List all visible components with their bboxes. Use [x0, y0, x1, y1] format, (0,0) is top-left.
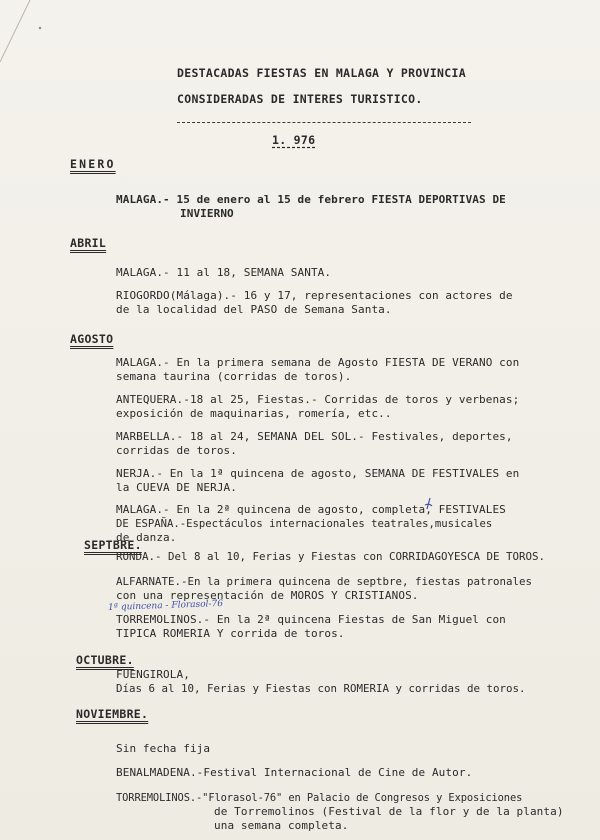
agosto-entry-antequera-line-1: ANTEQUERA.-18 al 25, Fiestas.- Corridas de toros y verbenas;	[116, 393, 520, 406]
agosto-entry-antequera-line-2: exposición de maquinarias, romería, etc..	[116, 407, 392, 420]
septbre-entry-alfarnate-line-2: con una representación de MOROS Y CRISTIANOS.	[116, 589, 419, 602]
month-heading-septbre: SEPTBRE.	[84, 538, 142, 552]
agosto-entry-malaga-line-1: MALAGA.- En la primera semana de Agosto FIESTA DE VERANO con	[116, 356, 520, 369]
noviembre-entry-torremolinos-line-1: TORREMOLINOS.-"Florasol-76" en Palacio de Congresos y Exposiciones	[116, 792, 523, 804]
handwritten-note-florasol: 1ª quincena - Florasol-76	[107, 598, 224, 614]
abril-entry-malaga: MALAGA.- 11 al 18, SEMANA SANTA.	[116, 266, 332, 279]
septbre-entry-torremolinos-line-2: TIPICA ROMERIA Y corrida de toros.	[116, 627, 345, 640]
agosto-entry-malaga-festivales-line-1: MALAGA.- En la 2ª quincena de agosto, completa, FESTIVALES	[116, 503, 506, 516]
abril-entry-riogordo-line-2: de la localidad del PASO de Semana Santa.	[116, 303, 392, 316]
agosto-entry-nerja-line-2: la CUEVA DE NERJA.	[116, 481, 238, 494]
agosto-entry-malaga-festivales-line-3: de danza.	[116, 531, 177, 544]
noviembre-entry-benalmadena: BENALMADENA.-Festival Internacional de Cine de Autor.	[116, 766, 473, 779]
agosto-entry-marbella-line-1: MARBELLA.- 18 al 24, SEMANA DEL SOL.- Festivales, deportes,	[116, 430, 513, 443]
pen-correction-mark	[422, 497, 436, 517]
page-corner-crease	[0, 0, 90, 90]
month-heading-enero: ENERO	[70, 157, 116, 171]
month-heading-noviembre: NOVIEMBRE.	[76, 707, 149, 721]
month-heading-agosto: AGOSTO	[70, 332, 114, 346]
agosto-entry-malaga-festivales-line-2: DE ESPAÑA.-Espectáculos internacionales teatrales,musicales	[116, 518, 493, 530]
enero-entry-malaga-line-1: MALAGA.- 15 de enero al 15 de febrero FIESTA DEPORTIVAS DE	[116, 193, 506, 206]
month-heading-octubre: OCTUBRE.	[76, 653, 134, 667]
document-year: 1. 976	[272, 133, 316, 147]
abril-entry-riogordo-line-1: RIOGORDO(Málaga).- 16 y 17, representaciones con actores de	[116, 289, 513, 302]
document-title-line-2: CONSIDERADAS DE INTERES TURISTICO.	[177, 92, 423, 106]
noviembre-entry-torremolinos-line-2: de Torremolinos (Festival de la flor y de la planta)	[214, 805, 564, 818]
noviembre-sin-fecha-fija: Sin fecha fija	[116, 742, 211, 755]
title-dashed-rule	[177, 122, 471, 123]
agosto-entry-malaga-line-2: semana taurina (corridas de toros).	[116, 370, 352, 383]
document-title-line-1: DESTACADAS FIESTAS EN MALAGA Y PROVINCIA	[177, 66, 466, 80]
noviembre-entry-torremolinos-line-3: una semana completa.	[214, 819, 349, 832]
agosto-entry-marbella-line-2: corridas de toros.	[116, 444, 238, 457]
septbre-entry-alfarnate-line-1: ALFARNATE.-En la primera quincena de septbre, fiestas patronales	[116, 575, 533, 588]
septbre-entry-ronda: RONDA.- Del 8 al 10, Ferias y Fiestas con CORRIDAGOYESCA DE TOROS.	[116, 550, 546, 563]
month-heading-abril: ABRIL	[70, 236, 107, 250]
septbre-entry-torremolinos-line-1: TORREMOLINOS.- En la 2ª quincena Fiestas de San Miguel con	[116, 613, 506, 626]
agosto-entry-nerja-line-1: NERJA.- En la 1ª quincena de agosto, SEMANA DE FESTIVALES en	[116, 467, 520, 480]
enero-entry-malaga-line-2: INVIERNO	[180, 207, 234, 220]
octubre-entry-fuengirola-line-1: FUENGIROLA,	[116, 668, 190, 681]
octubre-entry-fuengirola-line-2: Días 6 al 10, Ferias y Fiestas con ROMERIA y corridas de toros.	[116, 682, 526, 695]
